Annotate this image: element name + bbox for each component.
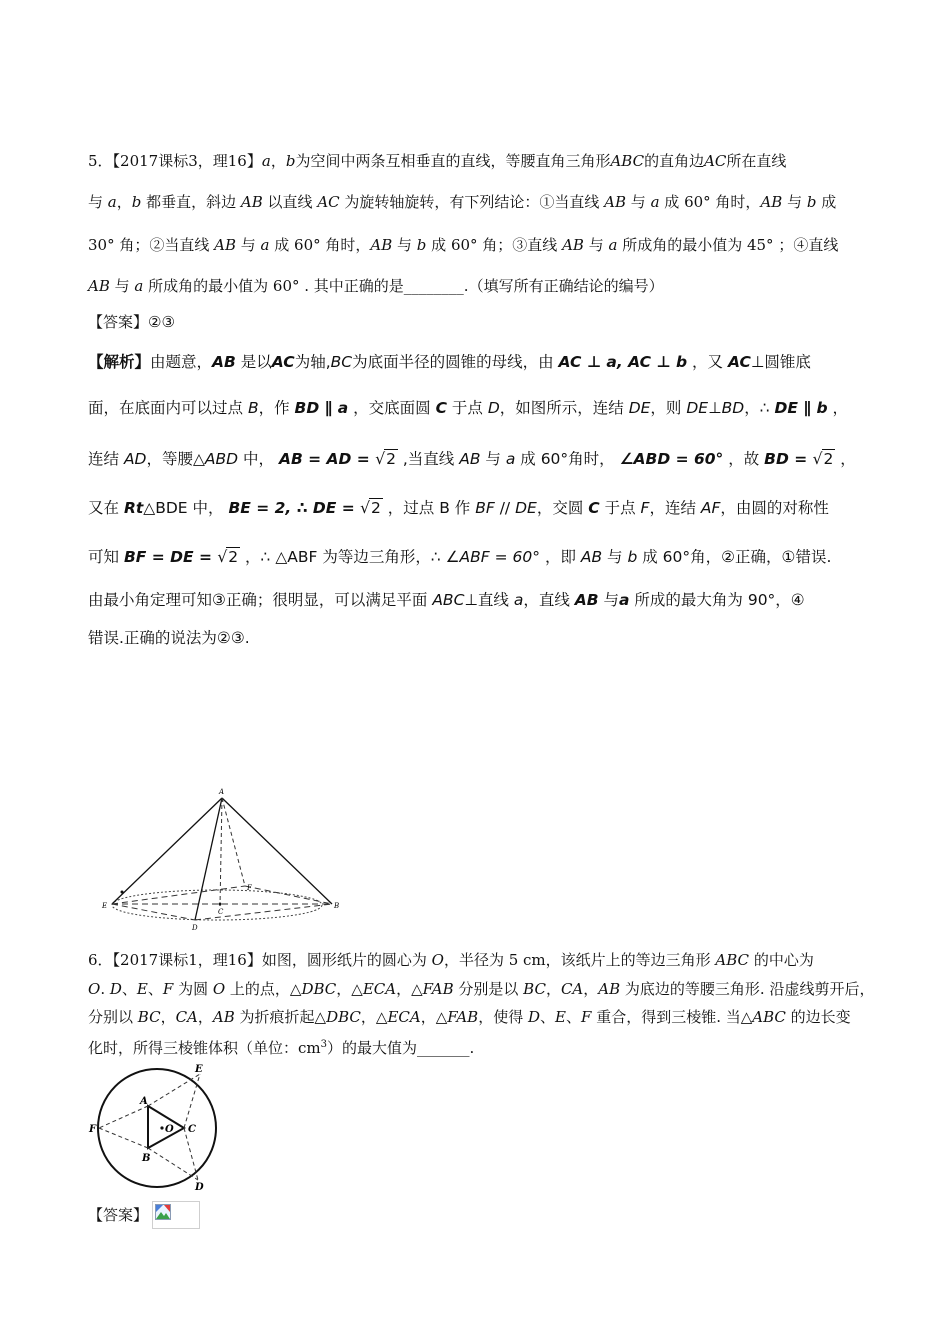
q6-text: . — [469, 1039, 475, 1057]
q6-text: ， — [583, 980, 599, 998]
analysis-text: 成 60°角，②正确，①错误. — [637, 548, 832, 566]
label-c: C — [188, 1124, 196, 1135]
q6-text: 重合，得到三棱锥. 当△ — [591, 1008, 753, 1026]
analysis-text: ， — [827, 399, 849, 417]
q5-text: 成 60° 角；③直线 — [426, 236, 563, 254]
math: BF — [475, 499, 495, 517]
q6-var: F — [581, 1008, 592, 1026]
sqrt-radicand: 2 — [371, 499, 381, 517]
q6-text: ，半径为 5 cm，该纸片上的等边三角形 — [443, 951, 716, 969]
cone-generatrix-ae — [112, 798, 222, 904]
math: a — [619, 591, 630, 609]
analysis-text: ，故 — [723, 450, 765, 468]
math: BF = DE = — [123, 548, 218, 566]
math: AF — [700, 499, 721, 517]
q6-text: ，使得 — [478, 1008, 528, 1026]
analysis-text: ，交底面圆 — [348, 399, 436, 417]
q6-var: DBC — [301, 980, 337, 998]
q6-var: CA — [560, 980, 584, 998]
q5-text: 的直角边 — [644, 152, 705, 170]
label-b: B — [142, 1153, 151, 1164]
q5-text: 所在直线 — [726, 152, 787, 170]
q6-text: 为折痕折起△ — [234, 1008, 327, 1026]
q5-var: AB — [214, 236, 236, 254]
q5-text: ， — [116, 193, 132, 211]
math: AC — [727, 353, 751, 371]
q6-var: BC — [137, 1008, 161, 1026]
analysis-text: 成 60°角时， — [515, 450, 620, 468]
cone-line-af — [222, 798, 245, 886]
q5-var: a — [260, 236, 270, 254]
q6-text: ， — [545, 980, 561, 998]
analysis-label: 【解析】 — [88, 353, 151, 371]
q5-var: a — [107, 193, 117, 211]
math: AB — [580, 548, 603, 566]
q6-text: 、 — [121, 980, 137, 998]
cone-base-ellipse — [112, 890, 322, 920]
answer-blank: _______ — [417, 1039, 470, 1057]
analysis-text: 由最小角定理可知③正确；很明显，可以满足平面 — [88, 591, 433, 609]
q6-var: AB — [212, 1008, 235, 1026]
math: △ABD — [193, 450, 239, 468]
q6-answer — [88, 1205, 148, 1225]
label-e: E — [102, 902, 108, 910]
math: BD = — [764, 450, 813, 468]
analysis-text: ，又 — [687, 353, 728, 371]
label-a: A — [219, 788, 225, 796]
analysis-text: 连结 — [88, 450, 124, 468]
q6-text: 的边长变 — [785, 1008, 851, 1026]
q5-line-1 — [88, 151, 786, 171]
label-d: D — [192, 924, 198, 932]
analysis-line-6 — [88, 590, 805, 610]
q6-var: O — [212, 980, 226, 998]
q6-superscript: 3 — [320, 1039, 328, 1050]
q5-var: AC — [317, 193, 340, 211]
q6-var: O — [431, 951, 444, 969]
math: AB = AD = — [278, 450, 376, 468]
analysis-text: ，等腰 — [146, 450, 193, 468]
label-b: B — [334, 902, 340, 910]
cone-figure — [100, 780, 345, 935]
q6-text: 分别以 — [88, 1008, 138, 1026]
math: Rt — [123, 499, 144, 517]
q5-var: a — [134, 277, 144, 295]
q5-text: 为空间中两条互相垂直的直线，等腰直角三角形 — [295, 152, 611, 170]
analysis-text: 又在 — [88, 499, 124, 517]
analysis-line-1 — [88, 352, 811, 372]
analysis-text: ，直线 — [523, 591, 575, 609]
analysis-line-7 — [88, 628, 250, 648]
analysis-text: 由题意， — [150, 353, 213, 371]
q6-var: FAB — [447, 1008, 479, 1026]
paper-circle — [98, 1069, 216, 1187]
cone-line-ef — [112, 886, 245, 904]
analysis-text: 中， — [238, 450, 279, 468]
math: DE — [686, 399, 709, 417]
q6-var: AB — [598, 980, 621, 998]
label-c: C — [218, 908, 224, 916]
analysis-text: 为轴, — [294, 353, 331, 371]
q5-var: a — [261, 152, 271, 170]
q6-var: ECA — [387, 1008, 421, 1026]
q5-var: a — [650, 193, 660, 211]
analysis-text: 与 — [602, 548, 628, 566]
q6-line-1 — [88, 950, 814, 970]
math: a — [505, 450, 516, 468]
analysis-text: 于点 — [599, 499, 641, 517]
math: a — [513, 591, 524, 609]
math: AB — [574, 591, 599, 609]
analysis-text: △BDE 中， — [143, 499, 229, 517]
q5-line-4 — [88, 276, 664, 296]
math: ∠ABF = 60° — [445, 548, 541, 566]
q6-text: 为圆 — [173, 980, 213, 998]
q6-text: 、 — [147, 980, 163, 998]
analysis-text: ，交圆 — [536, 499, 589, 517]
q6-text: ， — [197, 1008, 213, 1026]
q6-line-2 — [88, 979, 874, 999]
q5-text: 所成角的最小值为 60° . 其中正确的是 — [143, 277, 404, 295]
q6-text: 分别是以 — [453, 980, 524, 998]
sqrt-radicand: 2 — [823, 450, 834, 468]
analysis-text: 可知 — [88, 548, 124, 566]
cone-point — [121, 891, 124, 894]
analysis-line-2 — [88, 398, 848, 418]
q5-var: AB — [562, 236, 584, 254]
math: DE — [628, 399, 651, 417]
analysis-text: ，由圆的对称性 — [720, 499, 829, 517]
q5-var: AB — [604, 193, 627, 211]
q6-var: D — [109, 980, 122, 998]
q5-var: AB — [370, 236, 393, 254]
analysis-text: ， — [835, 450, 856, 468]
label-o: O — [165, 1124, 174, 1135]
q6-line-4 — [88, 1035, 474, 1058]
math: BC — [330, 353, 353, 371]
sqrt-radicand: 2 — [386, 450, 396, 468]
q6-var: CA — [175, 1008, 198, 1026]
math: AC ⊥ a, AC ⊥ b — [558, 353, 688, 371]
q5-var: AB — [88, 277, 110, 295]
analysis-text: ,当直线 — [397, 450, 460, 468]
math: BD — [721, 399, 745, 417]
cut-line-bf — [99, 1128, 148, 1148]
broken-image-icon — [155, 1204, 171, 1220]
analysis-text: 是以 — [235, 353, 272, 371]
q6-text: 为底边的等腰三角形. 沿虚线剪开后， — [620, 980, 875, 998]
math: AB — [212, 353, 236, 371]
q5-text: .（填写所有正确结论的编号） — [463, 277, 664, 295]
answer-blank: ________ — [403, 277, 464, 295]
math: F — [640, 499, 650, 517]
q6-text: ，△ — [360, 1008, 388, 1026]
analysis-text: 面，在底面内可以过点 — [88, 399, 248, 417]
q6-var: O — [88, 980, 101, 998]
q5-var: b — [285, 152, 296, 170]
analysis-text: ⊥圆锥底 — [750, 353, 811, 371]
q5-line-3 — [88, 235, 838, 255]
analysis-text: ，如图所示，连结 — [499, 399, 629, 417]
q5-text: 与 — [392, 236, 417, 254]
answer-label: 【答案】 — [88, 1206, 149, 1224]
cut-line-bd — [148, 1148, 198, 1180]
math: b — [627, 548, 638, 566]
math: B — [247, 399, 259, 417]
q5-var: b — [131, 193, 142, 211]
answer-label: 【答案】 — [88, 313, 149, 331]
q5-var: AB — [240, 193, 263, 211]
math: ABC — [432, 591, 465, 609]
q5-text: 与 — [88, 193, 108, 211]
analysis-text: ，∴ — [744, 399, 775, 417]
q6-text: . — [100, 980, 110, 998]
q6-var: ECA — [362, 980, 397, 998]
cone-point — [219, 903, 222, 906]
q6-var: E — [555, 1008, 566, 1026]
broken-image-placeholder — [152, 1201, 200, 1229]
q5-text: 为旋转轴旋转，有下列结论：①当直线 — [339, 193, 605, 211]
q5-text: 与 — [109, 277, 135, 295]
q6-var: ABC — [715, 951, 750, 969]
q5-text: 5．【2017课标3，理16】 — [88, 152, 262, 170]
q5-var: b — [806, 193, 817, 211]
math: C — [435, 399, 447, 417]
q5-line-2 — [88, 192, 836, 212]
math: DE ∥ b — [774, 399, 828, 417]
analysis-text: ，作 — [258, 399, 295, 417]
analysis-text: ⊥ — [708, 399, 722, 417]
q5-text: 与 — [626, 193, 651, 211]
math: AD — [123, 450, 147, 468]
q5-text: 所成角的最小值为 45° ；④直线 — [617, 236, 839, 254]
q6-text: 、 — [566, 1008, 582, 1026]
analysis-text: // — [494, 499, 516, 517]
answer-value: ②③ — [148, 313, 175, 331]
q5-var: ABC — [610, 152, 645, 170]
cone-line-fb — [245, 886, 332, 904]
q6-text: 化时，所得三棱锥体积（单位：cm — [88, 1039, 321, 1057]
q6-text: 、 — [540, 1008, 556, 1026]
q5-text: 成 60° 角时， — [659, 193, 761, 211]
q5-text: 与 — [583, 236, 609, 254]
math: BE = 2, ∴ DE = — [228, 499, 361, 517]
q6-var: FAB — [422, 980, 454, 998]
q6-text: ，△ — [396, 980, 423, 998]
q6-text: 6．【2017课标1，理16】如图，圆形纸片的圆心为 — [88, 951, 432, 969]
analysis-text: ，过点 B 作 — [382, 499, 476, 517]
q6-text: ）的最大值为 — [327, 1039, 418, 1057]
label-f: F — [247, 884, 252, 892]
math: AC — [271, 353, 295, 371]
q5-var: b — [416, 236, 427, 254]
q6-var: D — [528, 1008, 541, 1026]
q5-text: 成 60° 角时， — [269, 236, 371, 254]
analysis-text: ，则 — [650, 399, 687, 417]
q5-var: AC — [704, 152, 727, 170]
analysis-text: 于点 — [446, 399, 488, 417]
q6-text: ，△ — [420, 1008, 448, 1026]
analysis-text: ，连结 — [649, 499, 701, 517]
q5-var: a — [608, 236, 618, 254]
cone-generatrix-ad — [195, 798, 222, 920]
q5-text: 以直线 — [262, 193, 318, 211]
q6-line-3 — [88, 1007, 851, 1027]
q6-text: ，△ — [336, 980, 363, 998]
analysis-line-5: 可知 BF = DE = √2 ，∴ △ABF 为等边三角形，∴ ∠ABF = 60° ，即 AB 与 b 成 60°角，②正确，①错误. — [88, 548, 832, 566]
math: DE — [515, 499, 537, 517]
q5-text: 30° 角；②当直线 — [88, 236, 215, 254]
circle-triangle-figure — [85, 1062, 225, 1197]
q6-text: 的中心为 — [749, 951, 814, 969]
q6-var: ABC — [752, 1008, 786, 1026]
analysis-text: 与 — [480, 450, 506, 468]
label-a: A — [140, 1096, 148, 1107]
analysis-text: 为底面半径的圆锥的母线，由 — [352, 353, 559, 371]
q6-text: 上的点，△ — [225, 980, 302, 998]
cut-line-af — [99, 1106, 148, 1128]
math: AB — [459, 450, 481, 468]
q5-text: 与 — [782, 193, 807, 211]
math: ∠ABD = 60° — [619, 450, 724, 468]
q5-text: 与 — [235, 236, 261, 254]
q6-var: F — [162, 980, 174, 998]
label-d: D — [195, 1182, 204, 1193]
analysis-text: ，即 — [540, 548, 581, 566]
cone-generatrix-ab — [222, 798, 332, 904]
q5-text: 成 — [816, 193, 837, 211]
analysis-text: ，∴ △ABF 为等边三角形，∴ — [240, 548, 446, 566]
q6-text: ， — [160, 1008, 176, 1026]
math: C — [588, 499, 600, 517]
center-point — [160, 1126, 163, 1129]
analysis-text: ⊥直线 — [464, 591, 514, 609]
q6-var: DBC — [326, 1008, 361, 1026]
q5-var: AB — [760, 193, 783, 211]
math: BD ∥ a — [294, 399, 349, 417]
analysis-text: 所成的最大角为 90°，④ — [629, 591, 805, 609]
q5-answer — [88, 312, 175, 332]
q5-text: 都垂直，斜边 — [141, 193, 241, 211]
sqrt-radicand: 2 — [228, 548, 239, 566]
math: D — [487, 399, 500, 417]
label-e: E — [195, 1064, 203, 1075]
analysis-text: 错误.正确的说法为②③. — [88, 629, 250, 647]
label-f: F — [89, 1124, 97, 1135]
q6-var: BC — [523, 980, 546, 998]
q5-text: ， — [270, 152, 286, 170]
q6-var: E — [136, 980, 148, 998]
analysis-line-3: 连结 AD，等腰△ABD 中， AB = AD = √2 ,当直线 AB 与 a 成 60°角时， ∠ABD = 60° ，故 BD = √2 ， — [88, 450, 856, 468]
analysis-line-4: 又在 Rt△BDE 中， BE = 2, ∴ DE = √2 ，过点 B 作 BF // DE，交圆 C 于点 F，连结 AF，由圆的对称性 — [88, 499, 829, 517]
analysis-text: 与 — [598, 591, 620, 609]
